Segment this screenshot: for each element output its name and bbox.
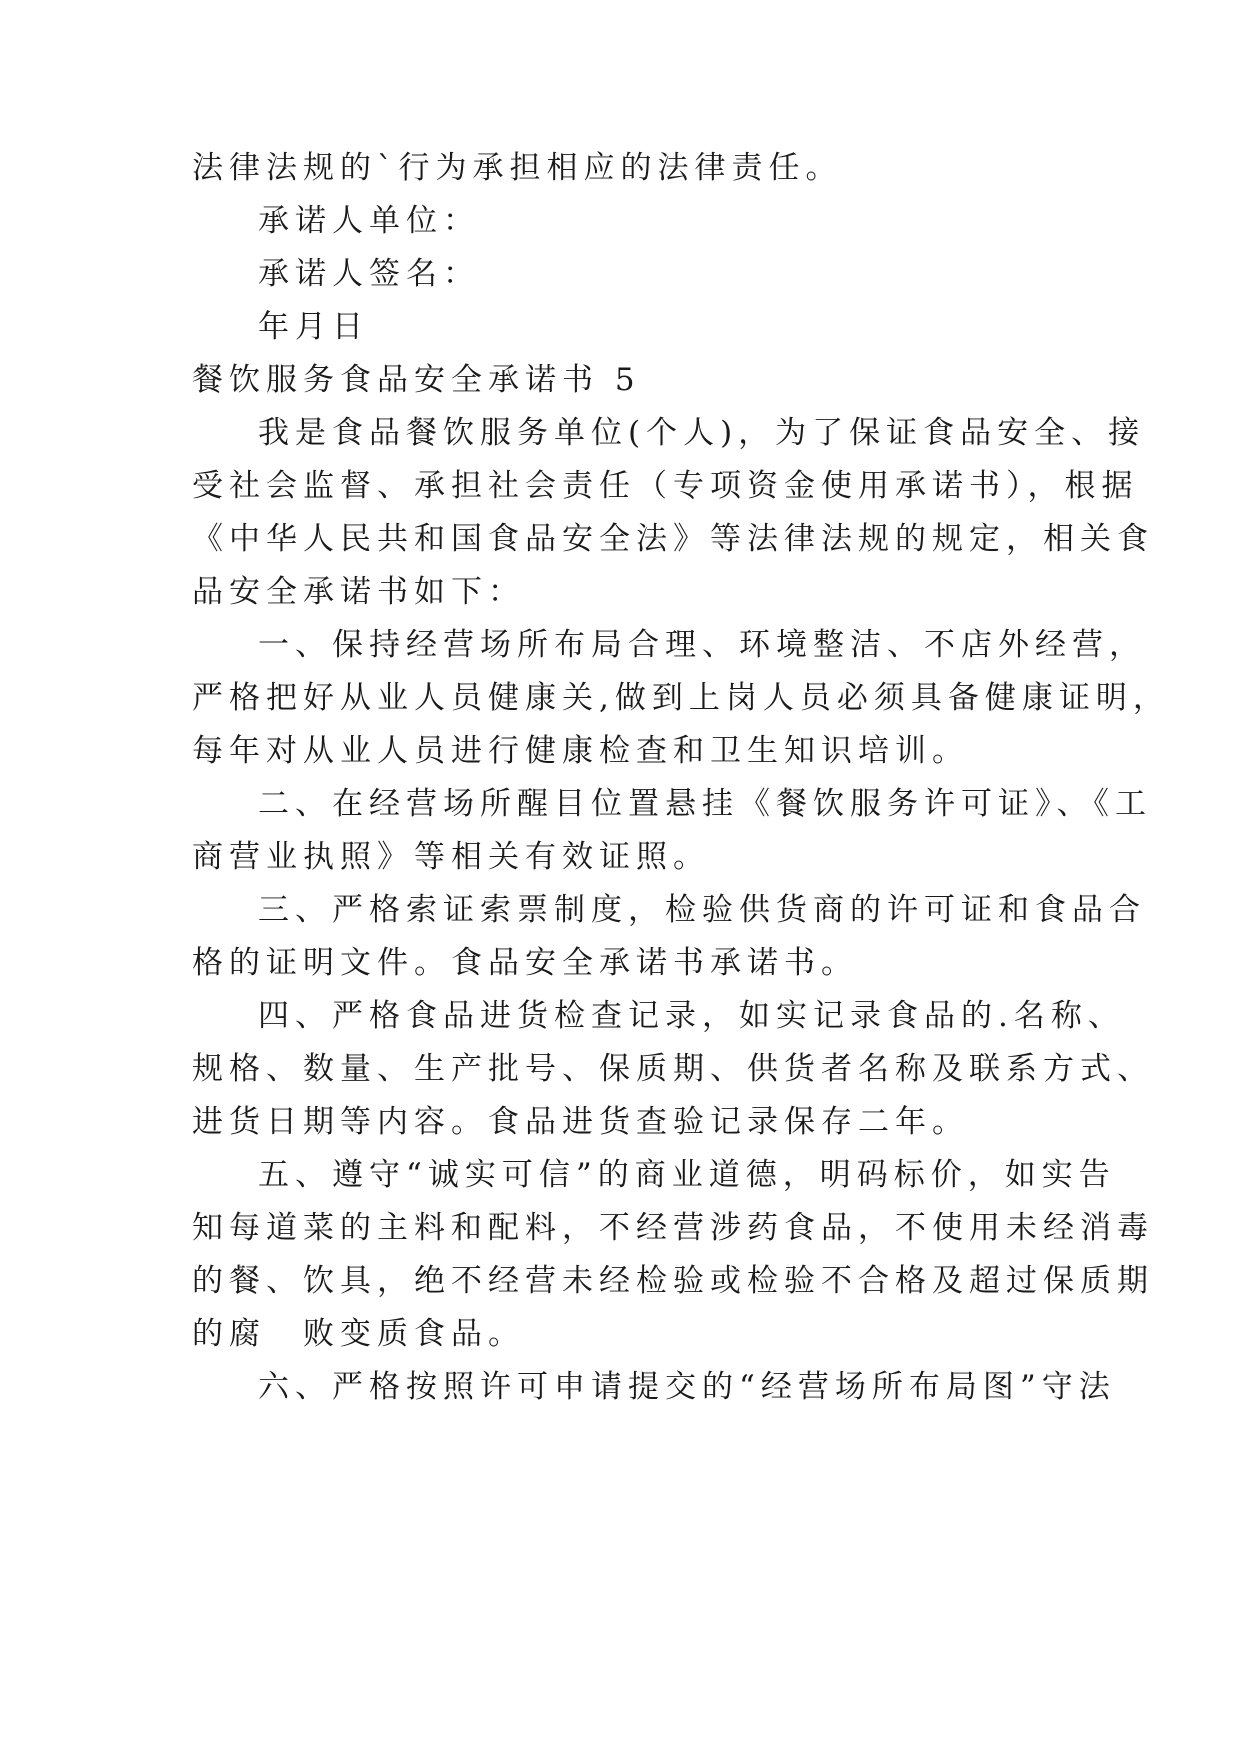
body-line: 品安全承诺书如下：	[192, 574, 525, 610]
body-line: 四、严格食品进货检查记录，如实记录食品的.名称、	[258, 998, 1125, 1034]
section-title: 餐饮服务食品安全承诺书 5	[192, 362, 641, 398]
body-line: 的餐、饮具，绝不经营未经检验或检验不合格及超过保质期	[192, 1263, 1154, 1299]
promisor-signature-line: 承诺人签名：	[258, 256, 480, 292]
body-line: 进货日期等内容。食品进货查验记录保存二年。	[192, 1104, 969, 1140]
body-line: 商营业执照》等相关有效证照。	[192, 839, 710, 875]
body-line: 知每道菜的主料和配料，不经营涉药食品，不使用未经消毒	[192, 1210, 1154, 1246]
body-line: 受社会监督、承担社会责任（专项资金使用承诺书），根据	[192, 468, 1139, 504]
body-line: 《中华人民共和国食品安全法》等法律法规的规定，相关食	[192, 521, 1154, 557]
body-line: 的腐 败变质食品。	[192, 1316, 525, 1352]
body-line: 规格、数量、生产批号、保质期、供货者名称及联系方式、	[192, 1051, 1154, 1087]
body-line: 格的证明文件。食品安全承诺书承诺书。	[192, 945, 858, 981]
body-line: 六、严格按照许可申请提交的“经营场所布局图”守法	[258, 1369, 1116, 1405]
body-line: 二、在经营场所醒目位置悬挂《餐饮服务许可证》、《工	[258, 786, 1152, 822]
body-line: 五、遵守“诚实可信”的商业道德，明码标价，如实告	[258, 1157, 1116, 1193]
promisor-unit-line: 承诺人单位：	[258, 203, 480, 239]
date-line: 年月日	[258, 309, 369, 345]
body-line: 我是食品餐饮服务单位(个人)，为了保证食品安全、接	[258, 415, 1146, 451]
body-line: 严格把好从业人员健康关,做到上岗人员必须具备健康证明，	[192, 680, 1170, 716]
body-line: 每年对从业人员进行健康检查和卫生知识培训。	[192, 733, 969, 769]
body-line: 法律法规的`行为承担相应的法律责任。	[192, 150, 843, 186]
body-line: 三、严格索证索票制度，检验供货商的许可证和食品合	[258, 892, 1146, 928]
body-line: 一、保持经营场所布局合理、环境整洁、不店外经营，	[258, 627, 1146, 663]
